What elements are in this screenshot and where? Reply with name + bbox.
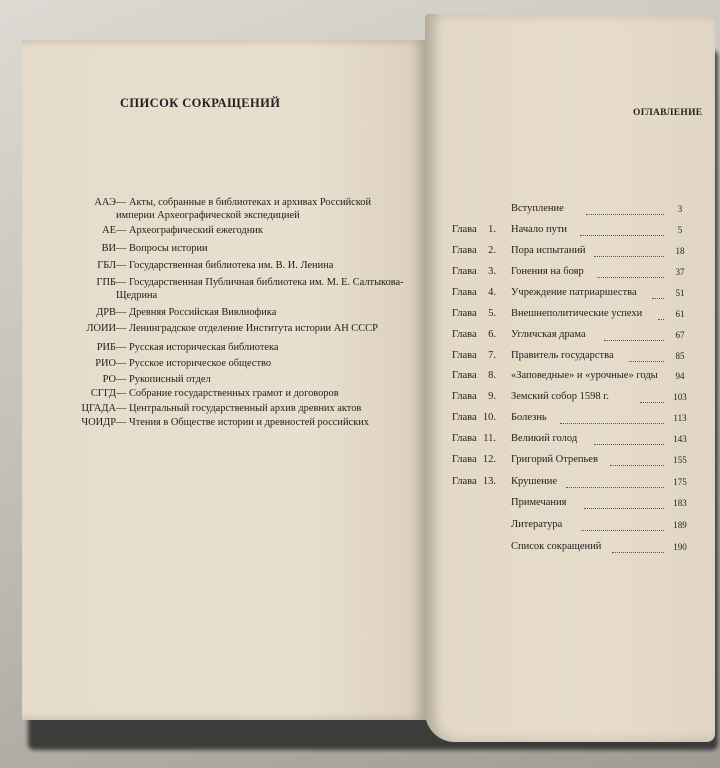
toc-entry	[0, 308, 720, 322]
toc-leader-dots	[580, 234, 664, 236]
toc-page-number: 37	[675, 267, 685, 277]
toc-title: Пора испытаний	[511, 245, 586, 256]
toc-chapter-word: Глава	[452, 308, 477, 319]
toc-leader-dots	[652, 297, 664, 299]
toc-title: Угличская драма	[511, 329, 586, 340]
toc-chapter-word: Глава	[452, 329, 477, 340]
toc-page-number: 183	[673, 498, 687, 508]
toc-leader-dots	[584, 507, 664, 509]
abbreviation-description: — Вопросы истории	[116, 243, 208, 254]
toc-page-number: 190	[673, 542, 687, 552]
toc-leader-dots	[629, 360, 664, 362]
toc-page-number: 94	[675, 371, 685, 381]
toc-leader-dots	[581, 529, 664, 531]
toc-chapter-word: Глава	[452, 245, 477, 256]
abbreviation-description: — Чтения в Обществе истории и древностей российских	[116, 417, 369, 428]
abbreviation-key: СГГД	[90, 388, 116, 399]
toc-entry	[0, 412, 720, 426]
toc-entry	[0, 329, 720, 343]
toc-leader-dots	[594, 255, 664, 257]
abbreviation-key: ЛОИИ	[86, 323, 116, 334]
toc-chapter-word: Глава	[452, 454, 477, 465]
toc-chapter-number: 13.	[482, 476, 496, 487]
abbreviations-title: СПИСОК СОКРАЩЕНИЙ	[120, 96, 281, 110]
toc-chapter-number: 12.	[482, 454, 496, 465]
abbreviation-key: ЧОИДР	[81, 417, 116, 428]
toc-chapter-word: Глава	[452, 391, 477, 402]
toc-chapter-word: Глава	[452, 412, 477, 423]
toc-chapter-number: 8.	[488, 370, 496, 381]
toc-title: Примечания	[511, 497, 567, 508]
toc-entry	[0, 519, 720, 533]
toc-page-number: 143	[673, 434, 687, 444]
toc-chapter-number: 4.	[488, 287, 496, 298]
toc-title: Крушение	[511, 476, 558, 487]
toc-title: Земский собор 1598 г.	[511, 391, 609, 402]
abbreviation-key: ДРВ	[96, 307, 116, 318]
toc-title: Гонения на бояр	[511, 266, 584, 277]
toc-chapter-number: 9.	[488, 391, 496, 402]
toc-title: Учреждение патриаршества	[511, 287, 637, 298]
toc-chapter-word: Глава	[452, 287, 477, 298]
toc-chapter-number: 11.	[483, 433, 496, 444]
toc-page-number: 18	[675, 246, 685, 256]
toc-leader-dots	[604, 339, 664, 341]
toc-entry	[0, 476, 720, 490]
abbreviation-description: — Государственная библиотека им. В. И. Ленина	[116, 260, 334, 271]
toc-title: Начало пути	[511, 224, 568, 235]
abbreviation-description: — Археографический ежегодник	[116, 225, 263, 236]
toc-leader-dots	[610, 464, 664, 466]
toc-entry	[0, 203, 720, 217]
toc-entry	[0, 391, 720, 405]
toc-title: Григорий Отрепьев	[511, 454, 598, 465]
toc-page-number: 189	[673, 520, 687, 530]
toc-chapter-number: 10.	[482, 412, 496, 423]
toc-page-number: 51	[675, 288, 685, 298]
toc-page-number: 175	[673, 477, 687, 487]
abbreviation-description: — Акты, собранные в библиотеках и архивах Российской империи Археографической экспедицией	[116, 197, 372, 221]
toc-title: Болезнь	[511, 412, 547, 423]
abbreviation-key: ВИ	[101, 243, 116, 254]
toc-leader-dots	[597, 276, 664, 278]
toc-page-number: 155	[673, 455, 687, 465]
toc-chapter-word: Глава	[452, 433, 477, 444]
toc-page-number: 5	[677, 225, 683, 235]
toc-page-number: 85	[675, 351, 685, 361]
toc-entry	[0, 454, 720, 468]
toc-leader-dots	[560, 422, 664, 424]
toc-leader-dots	[612, 551, 664, 553]
toc-page-number: 3	[677, 204, 683, 214]
toc-page-number: 103	[673, 392, 687, 402]
abbreviation-description: — Собрание государственных грамот и договоров	[116, 388, 339, 399]
abbreviation-description: — Государственная Публичная библиотека им. М. Е. Салтыкова-Щедрина	[116, 277, 404, 301]
toc-chapter-word: Глава	[452, 350, 477, 361]
toc-entry	[0, 541, 720, 555]
toc-chapter-number: 5.	[488, 308, 496, 319]
abbreviation-key: РИБ	[96, 342, 116, 353]
contents-title: ОГЛАВЛЕНИЕ	[633, 108, 703, 118]
toc-title: Внешнеполитические успехи	[511, 308, 643, 319]
toc-title: Список сокращений	[511, 541, 602, 552]
toc-entry	[0, 287, 720, 301]
abbreviation-key: ГПБ	[96, 277, 116, 288]
toc-title: Великий голод	[511, 433, 578, 444]
abbreviation-key: ЦГАДА	[81, 403, 116, 414]
abbreviation-key: ААЭ	[94, 197, 116, 208]
toc-leader-dots	[566, 486, 664, 488]
abbreviation-description: — Ленинградское отделение Института истории АН СССР	[116, 323, 378, 334]
toc-leader-dots	[586, 213, 664, 215]
toc-chapter-number: 2.	[488, 245, 496, 256]
toc-entry	[0, 433, 720, 447]
toc-title: Литература	[511, 519, 563, 530]
abbreviation-description: — Рукописный отдел	[116, 374, 211, 385]
toc-chapter-number: 6.	[488, 329, 496, 340]
abbreviation-description: — Центральный государственный архив древних актов	[116, 403, 362, 414]
toc-entry	[0, 224, 720, 238]
toc-chapter-word: Глава	[452, 266, 477, 277]
abbreviation-key: ГБЛ	[97, 260, 116, 271]
toc-page-number: 61	[675, 309, 685, 319]
toc-leader-dots	[640, 401, 664, 403]
toc-chapter-number: 7.	[488, 350, 496, 361]
toc-title: Правитель государства	[511, 350, 614, 361]
toc-page-number: 67	[675, 330, 685, 340]
abbreviation-key: РИО	[95, 358, 116, 369]
toc-entry	[0, 370, 720, 384]
toc-chapter-number: 1.	[488, 224, 496, 235]
abbreviation-description: — Русское историческое общество	[116, 358, 272, 369]
toc-leader-dots	[594, 443, 664, 445]
toc-page-number: 113	[673, 413, 687, 423]
toc-entry	[0, 350, 720, 364]
abbreviation-description: — Древняя Российская Вивлиофика	[116, 307, 277, 318]
toc-chapter-word: Глава	[452, 476, 477, 487]
toc-entry	[0, 266, 720, 280]
abbreviation-key: РО	[102, 374, 116, 385]
abbreviation-key: АЕ	[102, 225, 116, 236]
toc-chapter-word: Глава	[452, 370, 477, 381]
toc-entry	[0, 245, 720, 259]
toc-title: «Заповедные» и «урочные» годы	[511, 370, 658, 381]
toc-title: Вступление	[511, 203, 564, 214]
toc-chapter-number: 3.	[488, 266, 496, 277]
abbreviation-description: — Русская историческая библиотека	[116, 342, 279, 353]
toc-entry	[0, 497, 720, 511]
toc-chapter-word: Глава	[452, 224, 477, 235]
toc-leader-dots	[658, 318, 664, 320]
